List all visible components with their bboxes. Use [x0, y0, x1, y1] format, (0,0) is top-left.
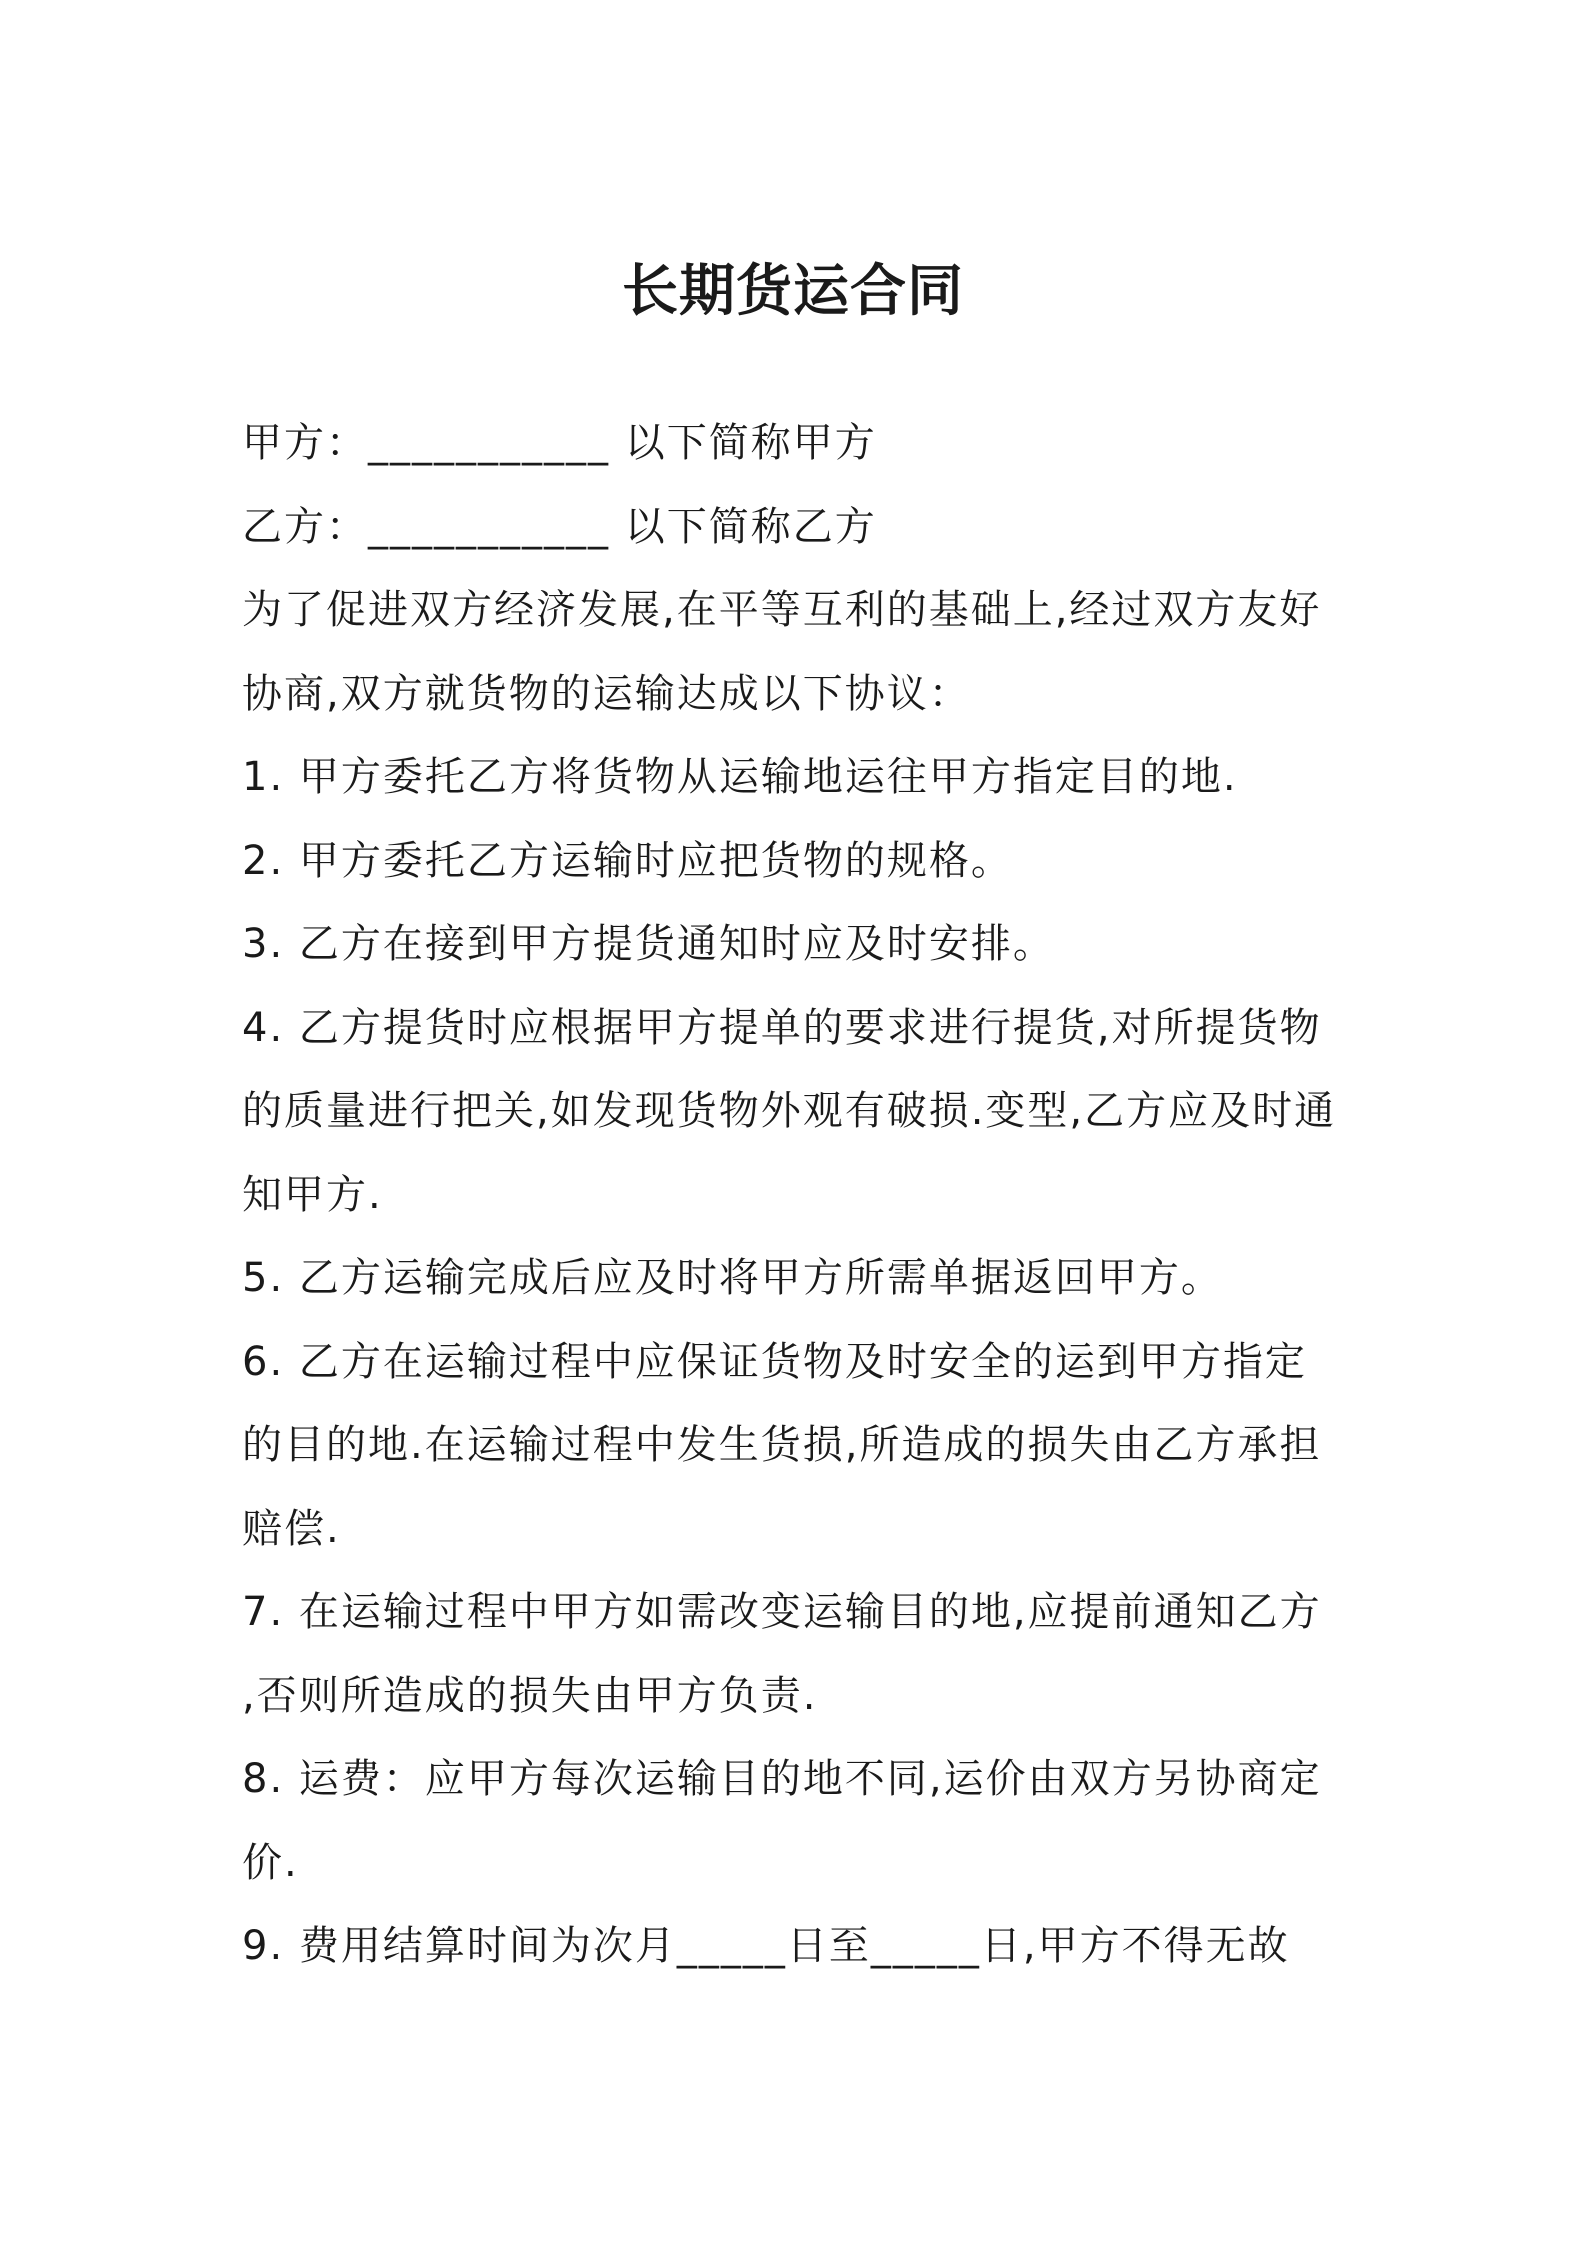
- preamble-line-1: 为了促进双方经济发展,在平等互利的基础上,经过双方友好: [242, 587, 1322, 633]
- clause-4-line-3: 知甲方.: [242, 1171, 383, 1218]
- clause-8-line-2: 价.: [242, 1839, 299, 1886]
- clause-7-line-1: 7. 在运输过程中甲方如需改变运输目的地,应提前通知乙方: [242, 1589, 1322, 1635]
- clause-9-line-1: 9. 费用结算时间为次月_____日至_____日,甲方不得无故: [242, 1923, 1290, 1969]
- clause-5-line-1: 5. 乙方运输完成后应及时将甲方所需单据返回甲方。: [242, 1255, 1223, 1301]
- clause-6-line-2: 的目的地.在运输过程中发生货损,所造成的损失由乙方承担: [242, 1422, 1322, 1468]
- document-title: 长期货运合同: [622, 259, 964, 324]
- clause-8-line-1: 8. 运费：应甲方每次运输目的地不同,运价由双方另协商定: [242, 1756, 1322, 1802]
- clause-3-line-1: 3. 乙方在接到甲方提货通知时应及时安排。: [242, 921, 1055, 967]
- clause-1-line-1: 1. 甲方委托乙方将货物从运输地运往甲方指定目的地.: [242, 754, 1238, 800]
- clause-4-line-1: 4. 乙方提货时应根据甲方提单的要求进行提货,对所提货物: [242, 1004, 1322, 1051]
- party-b-line: 乙方：___________ 以下简称乙方: [242, 503, 877, 550]
- clause-6-line-3: 赔偿.: [242, 1505, 341, 1552]
- party-a-line: 甲方：___________ 以下简称甲方: [242, 420, 877, 466]
- clause-6-line-1: 6. 乙方在运输过程中应保证货物及时安全的运到甲方指定: [242, 1338, 1307, 1385]
- clause-7-line-2: ,否则所造成的损失由甲方负责.: [242, 1672, 818, 1719]
- clause-4-line-2: 的质量进行把关,如发现货物外观有破损.变型,乙方应及时通: [242, 1088, 1337, 1134]
- document-body: [242, 402, 1362, 1989]
- clause-2-line-1: 2. 甲方委托乙方运输时应把货物的规格。: [242, 837, 1013, 884]
- preamble-line-2: 协商,双方就货物的运输达成以下协议：: [242, 670, 971, 717]
